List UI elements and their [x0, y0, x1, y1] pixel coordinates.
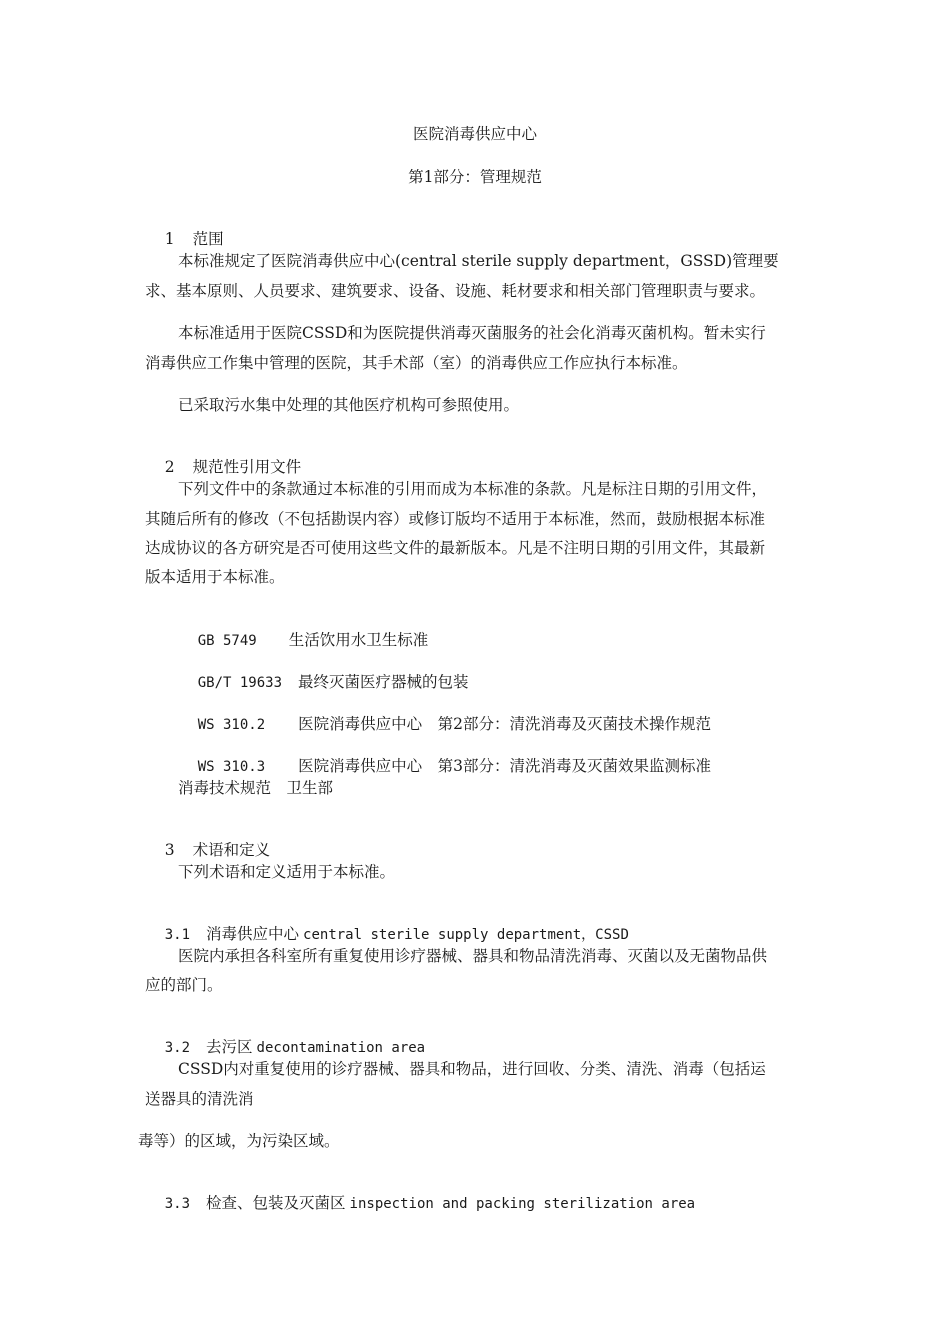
term-number: 3.1	[164, 927, 191, 943]
paragraph-line: 下列术语和定义适用于本标准。	[178, 863, 396, 881]
reference-title: 最终灭菌医疗器械的包装	[298, 673, 469, 691]
paragraph-line: 下列文件中的条款通过本标准的引用而成为本标准的条款。凡是标注日期的引用文件，	[178, 480, 768, 498]
document-title: 医院消毒供应中心	[412, 125, 537, 143]
paragraph-line: 医院内承担各科室所有重复使用诊疗器械、器具和物品清洗消毒、灭菌以及无菌物品供	[178, 947, 768, 965]
paragraph-line: CSSD内对重复使用的诊疗器械、器具和物品，进行回收、分类、清洗、消毒（包括运	[178, 1060, 766, 1078]
term-cn: 去污区	[206, 1038, 253, 1056]
term-en: decontamination area	[256, 1040, 426, 1056]
section-number: 2	[164, 458, 175, 476]
reference-code: GB 5749	[197, 633, 257, 649]
section-title: 规范性引用文件	[192, 458, 302, 476]
section-title: 范围	[192, 230, 224, 248]
term-cn: 消毒供应中心	[206, 925, 300, 943]
term-en: inspection and packing sterilization area	[349, 1196, 696, 1212]
reference-item: 消毒技术规范 卫生部	[178, 779, 334, 797]
term-number: 3.3	[164, 1196, 191, 1212]
paragraph-line: 送器具的清洗消	[145, 1090, 254, 1108]
paragraph-line: 已采取污水集中处理的其他医疗机构可参照使用。	[178, 396, 520, 414]
reference-title: 生活饮用水卫生标准	[288, 631, 429, 649]
section-number: 3	[164, 841, 175, 859]
paragraph-line: 求、基本原则、人员要求、建筑要求、设备、设施、耗材要求和相关部门管理职责与要求。	[145, 282, 766, 300]
term-en: central sterile supply department，CSSD	[303, 927, 629, 943]
reference-title: 医院消毒供应中心 第3部分：清洗消毒及灭菌效果监测标准	[298, 757, 712, 775]
paragraph-line: 本标准适用于医院CSSD和为医院提供消毒灭菌服务的社会化消毒灭菌机构。暂未实行	[178, 324, 766, 342]
term-number: 3.2	[164, 1040, 191, 1056]
section-title: 术语和定义	[192, 841, 271, 859]
paragraph-line: 版本适用于本标准。	[145, 568, 285, 586]
term-cn: 检查、包装及灭菌区	[206, 1194, 346, 1212]
term-heading	[145, 1173, 695, 1234]
section-number: 1	[164, 230, 175, 248]
reference-code: GB/T 19633	[197, 675, 283, 691]
paragraph-line: 消毒供应工作集中管理的医院，其手术部（室）的消毒供应工作应执行本标准。	[145, 354, 688, 372]
paragraph-line: 毒等）的区域，为污染区域。	[138, 1132, 340, 1150]
paragraph-line: 应的部门。	[145, 976, 223, 994]
reference-title: 医院消毒供应中心 第2部分：清洗消毒及灭菌技术操作规范	[298, 715, 712, 733]
paragraph-line: 本标准规定了医院消毒供应中心(central sterile supply department，GSSD)管理要	[178, 252, 779, 270]
document-subtitle: 第1部分：管理规范	[408, 168, 542, 186]
reference-code: WS 310.3	[197, 759, 266, 775]
paragraph-line: 达成协议的各方研究是否可使用这些文件的最新版本。凡是不注明日期的引用文件，其最新	[145, 539, 766, 557]
paragraph-line: 其随后所有的修改（不包括勘误内容）或修订版均不适用于本标准，然而，鼓励根据本标准	[145, 510, 766, 528]
reference-code: WS 310.2	[197, 717, 266, 733]
